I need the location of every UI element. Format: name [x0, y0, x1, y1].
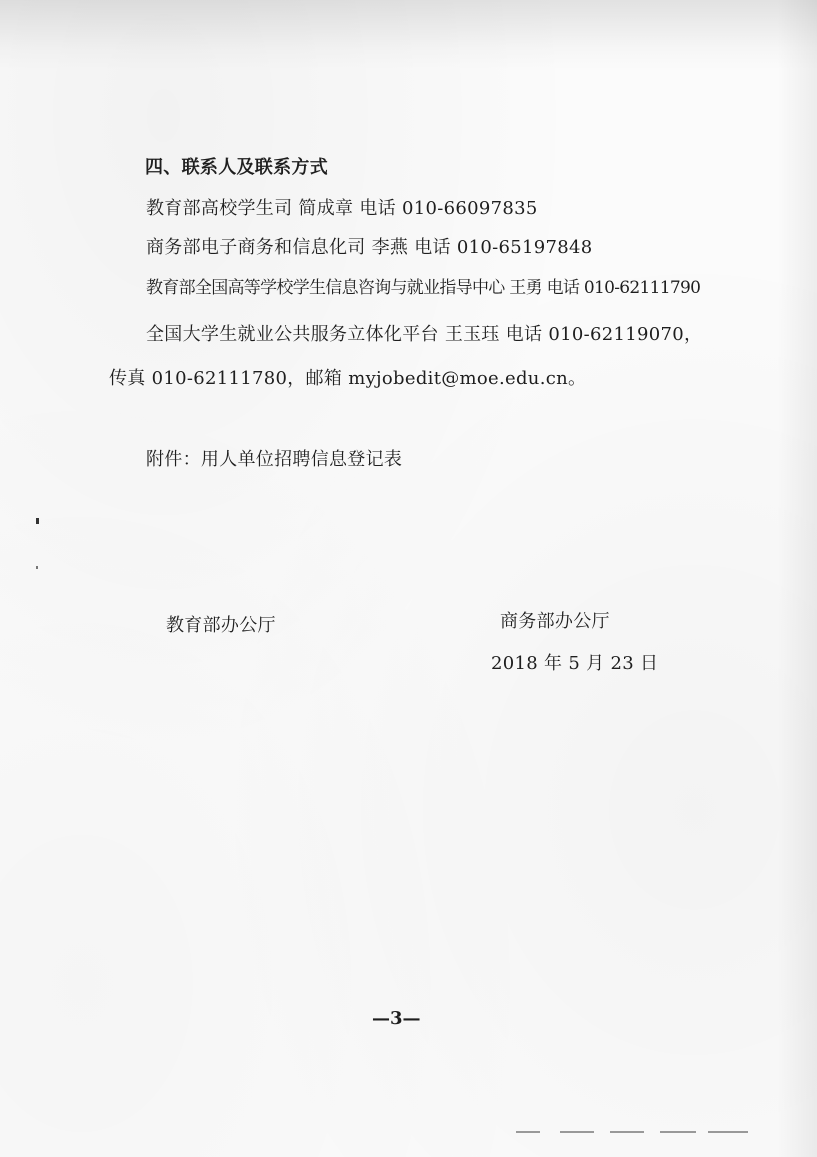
scan-speck [36, 566, 38, 569]
signature-right: 商务部办公厅 [500, 611, 610, 632]
scan-dash [560, 1131, 594, 1133]
contact-line: 教育部全国高等学校学生信息咨询与就业指导中心 王勇 电话 010-62111790 [146, 278, 701, 298]
scan-shadow-right [777, 0, 817, 1157]
signature-left: 教育部办公厅 [166, 615, 276, 636]
scan-shadow-top [0, 0, 817, 70]
scan-dash [610, 1131, 644, 1133]
attachment-note: 附件：用人单位招聘信息登记表 [146, 449, 403, 470]
scan-dash [516, 1131, 540, 1133]
signature-date: 2018 年 5 月 23 日 [491, 653, 659, 674]
page-number: —3— [372, 1008, 421, 1029]
scan-dash [708, 1131, 748, 1133]
contact-line: 教育部高校学生司 简成章 电话 010-66097835 [146, 198, 538, 219]
contact-line: 全国大学生就业公共服务立体化平台 王玉珏 电话 010-62119070， [146, 324, 703, 345]
section-heading: 四、联系人及联系方式 [145, 157, 328, 178]
scan-dash [660, 1131, 696, 1133]
contact-line: 传真 010-62111780，邮箱 myjobedit@moe.edu.cn。 [109, 368, 587, 389]
scan-speck [36, 518, 39, 524]
contact-line: 商务部电子商务和信息化司 李燕 电话 010-65197848 [146, 237, 593, 258]
